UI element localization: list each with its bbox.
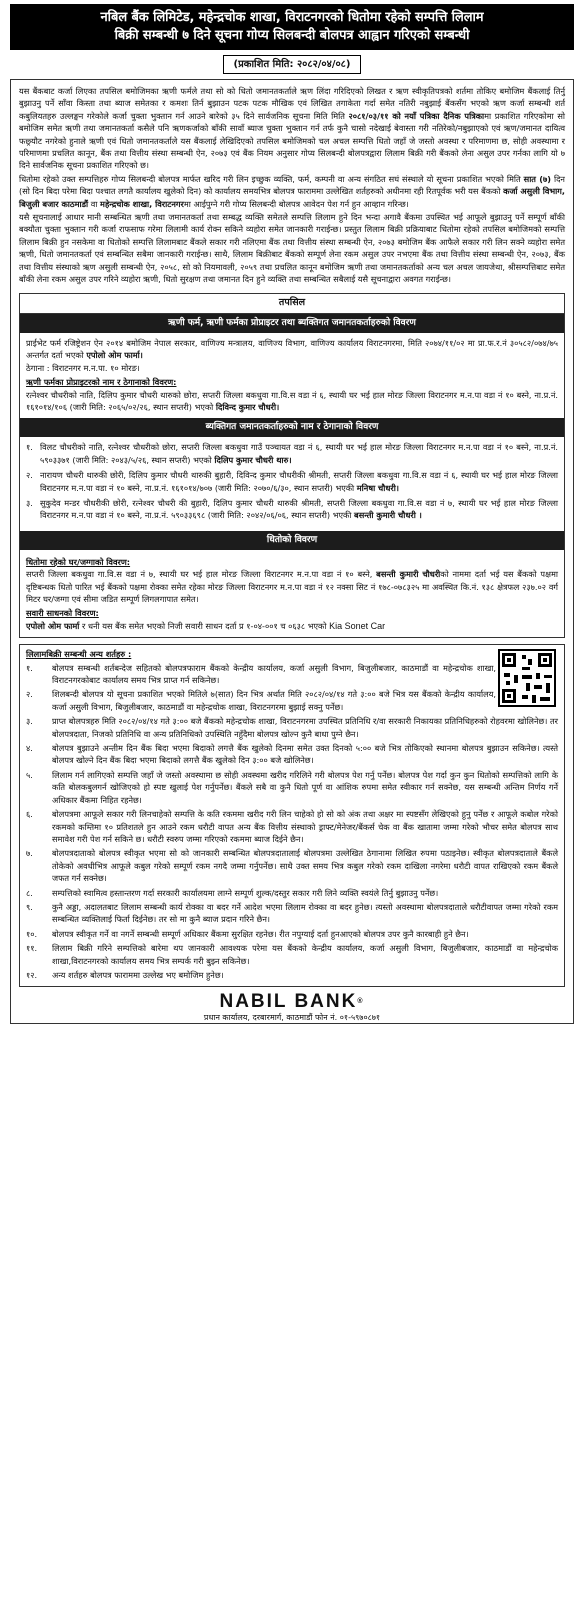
guarantor-item — [20, 441, 564, 466]
branch-name: महेन्द्रचोक शाखा, विराटनगर — [100, 198, 184, 209]
condition-text: प्राप्त बोलपत्रहरु मिति २०८२/०४/१४ गते ३:०० बजे बैंकको महेन्द्रचोक शाखा, विराटनगरमा उपस्थित प्रतिनिधि र/वा सरकारी निकायका प्रतिनिधिहरुको रोहवरमा खोलिनेछ। तर बोलपत्रदाता, निजको प्रतिनिधि वा अन्य प्रतिनिधिको उपस्थिति नहुँदैमा बोलपत्र खोल्न कुनै बाधा पुग्ने छैन। — [52, 716, 558, 739]
condition-text: बोलपत्र स्वीकृत गर्ने वा नगर्ने सम्बन्धी सम्पूर्ण अधिकार बैंकमा सुरक्षित रहनेछ। रीत नपुग्याई दर्ता हुनआएको बोलपत्र उपर कुनै कारबाही हुने छैन। — [52, 928, 469, 939]
days-count: सात (७) — [523, 173, 551, 184]
condition-number: ५. — [26, 769, 33, 780]
guarantor-text — [40, 441, 558, 466]
condition-number: ७. — [26, 848, 33, 859]
guarantor-name: बसन्ती कुमारी चौधरी । — [354, 510, 422, 521]
intro-paragraph-1 — [19, 85, 565, 172]
condition-text: अन्य शर्तहरु बोलपत्र फाराममा उल्लेख भए बमोजिम हुनेछ। — [52, 969, 224, 980]
proprietor-title: ऋणी फर्मका प्रोप्राइटरको नाम र ठेगानाको विवरण: — [26, 377, 177, 388]
vehicle-model: Kia Sonet Car — [329, 620, 386, 631]
borrower-firm-block — [20, 333, 564, 418]
header-line-1: नबिल बैंक लिमिटेड, महेन्द्रचोक शाखा, विराटनगरको धितोमा रहेको सम्पत्ति लिलाम — [100, 10, 484, 25]
intro-p2-text-3: वा — [88, 198, 101, 209]
guarantor-item — [20, 497, 564, 522]
guarantor-desc: सुकुदेव मन्डर चौधरीकी छोरी, रत्नेश्वर चौधरी की बुहारी, दिलिप कुमार चौधरी थारुकी श्रीमती, सप्तरी जिल्ला बकधुवा गा.वि.स वडा नं ७, स्थायी घर भई हाल मोरङ जिल्ला विराटनगर म.न.पा वडा नं १० बस्ने, ना.प्र.नं. ५९०३३६९८ (जारी मिति: २०४२/०६/०६, स्थान सप्तरी) भएकी — [40, 497, 558, 521]
vehicle-text: र धनी यस बैंक समेत भएको निजी सवारी साधन दर्ता प्र १-०४-००१ च ०६३८ भएको — [79, 620, 330, 631]
guarantor-list — [20, 437, 564, 530]
head-office-address: प्रधान कार्यालय, दरबारमार्ग, काठमाडौं फोन नं. ०१-५९७०८७१ — [203, 1013, 381, 1023]
collateral-bar: धितोको विवरण — [20, 531, 564, 550]
condition-item — [26, 942, 558, 967]
land-title: धितोमा रहेको घर/जग्गाको विवरण: — [26, 556, 131, 567]
intro-text — [11, 80, 573, 293]
header-line-2: बिक्री सम्बन्धी ७ दिने सूचना गोप्य सिलबन्दी बोलपत्र आह्वान गरिएको सम्बन्धी — [114, 28, 470, 43]
guarantor-text — [40, 497, 558, 522]
condition-number: ३. — [26, 716, 33, 727]
qr-code-image — [498, 649, 556, 707]
land-text: सप्तरी जिल्ला बकधुवा गा.वि.स वडा नं ७, स्थायी घर भई हाल मोरङ जिल्ला विराटनगर म.न.पा वडा नं १० बस्ने, — [26, 569, 377, 580]
guarantor-number: २. — [26, 470, 33, 481]
firm-reg-text: प्राईभेट फर्म रजिष्ट्रेशन ऐन २०१४ बमोजिम नेपाल सरकार, वाणिज्य मन्त्रालय, वाणिज्य विभाग, वाणिज्य कार्यालय विराटनगरमा, मिति २०७४/११/०२ मा प्रा.फ.र.नं ३०५८२/०७४/७५ अन्तर्गत दर्ता भएको — [26, 337, 558, 361]
land-owner: बसन्ती कुमारी चौधरी — [376, 569, 441, 580]
condition-number: ९. — [26, 901, 33, 912]
condition-text: सम्पत्तिको स्वामित्व हस्तान्तरण गर्दा सरकारी कार्यालयमा लाग्ने सम्पूर्ण शुल्क/दस्तुर सकार गरी लिने व्यक्ति स्वयंले तिर्नु बुझाउनु पर्नेछ। — [52, 887, 439, 898]
condition-item — [26, 688, 558, 713]
footer — [11, 991, 573, 1023]
collateral-block — [20, 550, 564, 637]
guarantor-number: ३. — [26, 497, 33, 508]
guarantor-text — [40, 469, 558, 494]
condition-item — [26, 715, 558, 740]
condition-number: १२. — [26, 969, 38, 980]
condition-item — [26, 887, 558, 899]
notice-frame — [10, 79, 574, 1024]
proprietor-details — [26, 389, 558, 414]
condition-item — [26, 742, 558, 767]
details-box — [19, 293, 565, 639]
vehicle-owner: एपोलो ओम फार्मा — [26, 620, 80, 631]
firm-name: एपोलो ओम फार्मा। — [86, 350, 143, 361]
details-title: तपसिल — [20, 294, 564, 314]
condition-text: लिलाम गर्न लागिएको सम्पत्ति जहाँ जे जस्तो अवस्थामा छ सोही अवस्थमा खरीद गरिलिने गरी बोलपत्र पेश गर्नु पर्नेछ। बोलपत्र पेश गर्दा कुन कुन धितोको सम्पत्तिको लागि के कति बोलकबुलगर्न खोजिएको हो स्पष्ट खुलाई पेश गर्नुपर्नेछ। बैंकले सबै वा कुनै धितो पूर्ण वा आंशिक रुपमा समेत स्वीकार गर्न सक्नेछ, यस सम्बन्धी अन्तिम निर्णय गर्ने अधिकार बैंकमा निहित रहनेछ। — [52, 769, 558, 805]
conditions-title: लिलामबिक्री सम्बन्धी अन्य शर्तहरु : — [26, 649, 132, 660]
condition-number: १. — [26, 662, 33, 673]
intro-p1-text: यस बैंकबाट कर्जा लिएका तपसिल बमोजिमका ऋणी फर्मले तथा सो को धितो जमानतकर्ताले ऋण लिंदा गरिदिएको लिखत र ऋण स्वीकृतिपत्रको शर्तमा तोकिए बमोजिम बैंकलाई तिर्नु बुझाउनु पर्ने साँवा किस्ता तथा ब्याज समेतका र कमशः तिर्न बुझाउन पटक पटक मौखिक एवं लिखित तगाकेता गर्दा समेत नतिरी नबुझाई बैंकसँग भएको ऋण कर्जा सम्बन्धी शर्त कबुलियतहरु उल्लङ्घन गरेकोले कर्जा चुक्ता भुक्तान गर्न आउने बारेको ३५ दिने सार्वजनिक सूचना मिति मिति — [19, 86, 565, 121]
guarantor-desc: नारायण चौधरी थारुकी छोरी, दिलिप कुमार चौधरी थारुकी बुहारी, दिविन्द कुमार चौधरीकी श्रीमती, सप्तरी जिल्ला बकधुवा गा.वि.स वडा नं ६, स्थायी घर भई हाल मोरङ जिल्ला विराटनगर म.न.पा वडा नं १० बस्ने, ना.प्र.नं. १६१०१४/७०७ (जारी मिति: २०७०/६/३०, स्थान सप्तरी) भएकी — [40, 470, 558, 493]
condition-item — [26, 808, 558, 845]
guarantor-bar: ब्यक्तिगत जमानतकर्ताहरुको नाम र ठेगानाको विवरण — [20, 418, 564, 437]
intro-paragraph-3: यसै सूचनालाई आधार मानी सम्बन्धित ऋणी तथा जमानतकर्ता तथा सम्बद्ध व्यक्ति समेतले सम्पत्ति लिलाम हुने दिन भन्दा अगावै बैंकमा उपस्थित भई आफूले बुझाउनु पर्ने सम्पूर्ण बाँकी बक्यौता चुक्ता भुक्तान गरी कर्जा राफसाफ गरेमा लिलामी कार्य रोक्न सकिने व्यहोरा समेत जानकारी गराईन्छ। प्रस्तुत लिलाम बिक्री प्रक्रियाबाट धितोमा रहेको तपसिल बमोजिमको सम्पत्ति लिलाम बिक्री हुन नसकेमा वा धितोको सम्पत्ति लिलामबाट बैंकले सकार गरी नलिएमा बैंक तथा वित्तीय संस्था सम्बन्धी ऐन, २०७३ बमोजिम बैंक आफैले सकार गरी लिन सक्ने व्यहोरा समेत ऋणी, धितो जमानतकर्ता एवं सम्बन्धित सबैमा जानकारी गराईन्छ। साथै, लिलाम बिक्रीबाट बैंकको सम्पूर्ण लेना रकम असुल उपर नभएमा बैंक तथा वित्तीय संस्था सम्बन्धी ऐन, २०७३, बैंक तथा वित्तीय संस्थाको ऋण असुली सम्बन्धी ऐन, २०५८, सो को नियमावली, २०५९ तथा प्रचलित कानून बमोजिम ऋणी तथा जमानतकर्ताको अन्य चल अचल जायजेथा, श्रीसम्पत्तिबाट समेत बाँकी लेना रकम असुल उपर गरिने व्यहोरा ऋणी, धितो सुरक्षण तथा जमानत दिन हुने व्यक्ति तथा सम्बन्धित सबैलाई यसै सूचनाद्वारा अवगत गराईन्छ। — [19, 212, 565, 285]
condition-item — [26, 847, 558, 884]
intro-paragraph-2 — [19, 173, 565, 210]
registered-mark: ® — [357, 998, 365, 1006]
condition-item — [26, 769, 558, 806]
condition-number: २. — [26, 689, 33, 700]
guarantor-name: मनिषा चौधरी। — [356, 482, 399, 493]
guarantor-desc: विलट चौधरीको नाति, रत्नेश्वर चौधरीको छोरा, सप्तरी जिल्ला बकधुवा गाउँ पञ्चायत वडा नं ६, स्थायी घर भई हाल मोरङ जिल्ला विराटनगर म.न.पा वडा नं १० बस्ने, ना.प्र.नं. ५९०३३७१ (जारी मिति: २०४३/५/२६, स्थान सप्तरी) भएको — [40, 442, 558, 465]
condition-text: शिलबन्दी बोलपत्र यो सूचना प्रकाशित भएको मितिले ७(सात) दिन भित्र अर्थात मिति २०८२/०४/१४ गते ३:०० बजे भित्र यस बैंकको केन्द्रीय कार्यालय, कर्जा असुली विभाग, बिजुलीबजार, काठमाडौं वा महेन्द्रचोक शाखा, विराटनगरमा बुझाई सक्नु पर्नेछ। — [52, 689, 496, 712]
bank-logo — [11, 991, 573, 1013]
vehicle-details — [26, 620, 558, 632]
condition-text: बोलपत्र सम्बन्धी शर्तबन्देज सहितको बोलपत्रफाराम बैंकको केन्द्रीय कार्यालय, कर्जा असुली विभाग, बिजुलीबजार, काठमाडौं वा महेन्द्रचोक शाखा, विराटनगरकोबाट कार्यालय समय भित्र प्राप्त गर्न सकिनेछ। — [52, 662, 496, 686]
condition-item — [26, 969, 558, 981]
proprietor-name: दिविन्द कुमार चौधरी। — [215, 401, 280, 412]
proprietor-text: रत्नेश्वर चौधरीको नाति, दिलिप कुमार चौधरी थारुको छोरा, सप्तरी जिल्ला बकधुवा गा.वि.स वडा नं ६, स्थायी घर भई हाल मोरङ जिल्ला विराटनगर म.न.पा वडा नं १० बस्ने, ना.प्र.नं. १६१०१४/१०६ (जारी मिति: २०६५/०२/२६, स्थान सप्तरी) भएको — [26, 389, 558, 412]
condition-item — [26, 901, 558, 926]
conditions-box — [19, 644, 565, 987]
condition-text: बोलपत्र बुझाउने अन्तीम दिन बैंक बिदा भएमा बिदाको लगत्तै बैंक खुलेको दिनमा समेत उक्त दिनको ५:०० बजे भित्र तोकिएको स्थानमा बोलपत्र बुझाउन सकिनेछ। त्यस्ते बोलपत्र खोल्ने दिन बैंक बिदा भएमा बिदाको लगत्तै बैंक खुलेको दिन ३:०० बजे खोलिनेछ। — [52, 743, 558, 766]
condition-item — [26, 662, 558, 687]
guarantor-number: १. — [26, 442, 33, 453]
condition-item — [26, 928, 558, 940]
land-text-2: को नाममा दर्ता भई यस बैंकको पक्षमा दृष्टिबन्धक धितो पारित भई बैंकको पक्षमा रोक्का समेत रहेका मोरङ जिल्ला विराटनगर म.न.पा वडा नं १२ नक्सा सिट नं १७८-०७८३२५ मा अवस्थित कि.नं. १३८ क्षेत्रफल २३७.०२ वर्ग मिटर घर/जग्गा एवं सीमा जडित सम्पूर्ण लिगलगापात समेत। — [26, 569, 558, 604]
guarantor-name: दिलिप कुमार चौधरी थारु। — [214, 454, 292, 465]
bank-logo-text: NABIL BANK — [219, 991, 358, 1013]
newspaper-ref: २०८१/०३/११ को नयाँ पत्रिका दैनिक पत्रिका — [348, 110, 485, 121]
firm-address: ठेगाना : विराटनगर म.न.पा. १० मोरङ। — [26, 362, 140, 373]
intro-p1-text-2: मा प्रकाशित गरिएकोमा सो बमोजिम समेत ऋणी तथा जमानतकर्ता कसैले पनि ऋणकर्जाको बाँकी सावाँ ब्याज चुक्ता भुक्तान गर्न तर्फ कुनै चासो नदेखाई बेवास्ता गरी नतिरेको/नबुझाएको एवं ऋण/जमानत दायित्व फछ्र्यौट नगरेको हुनाले ऋणी एवं धितो जमानतकर्ताले यस बैंकलाई लेखिदिएको तपसिल बमोजिमको चल अचल सम्पत्ति धितो जहाँ जे जस्तो अवस्था र परिमाणमा छ, सोही अवस्थामा र परिमाणमा प्रचलित कानून, बैंक तथा वित्तीय संस्था सम्बन्धी ऐन, २०७३ एवं बैंक नियम अनुसार गोप्य सिलबन्दी बोलपत्रद्वारा लिलाम बिक्री गरी बैंकको लेना असुल उपर गर्नका लागि यो ७ दिने सार्वजनिक सूचना प्रकाशित गरिएको छ। — [19, 110, 565, 171]
land-details — [26, 568, 558, 605]
published-date: (प्रकाशित मिति: २०८२/०४/०८) — [223, 55, 362, 74]
condition-number: ४. — [26, 743, 33, 754]
guarantor-item — [20, 469, 564, 494]
intro-p2-text: धितोमा रहेको उक्त सम्पत्तिहरु गोप्य सिलबन्दी बोलपत्र मार्फत खरिद गरी लिन इच्छुक व्यक्ति, फर्म, कम्पनी वा अन्य संगठित सघं संस्थाले यो सूचना प्रकाशित भएको मिति — [19, 173, 524, 184]
condition-number: ११. — [26, 943, 38, 954]
firm-registration — [26, 337, 558, 362]
condition-number: ६. — [26, 809, 33, 820]
borrower-bar: ऋणी फर्म, ऋणी फर्मका प्रोप्राइटर तथा ब्यक्तिगत जमानतकर्ताहरुको विवरण — [20, 314, 564, 333]
condition-number: १०. — [26, 928, 38, 939]
condition-text: लिलाम बिक्री गरिने सम्पत्तिको बारेमा थप जानकारी आवश्यक परेमा यस बैंकको केन्द्रीय कार्यालय, कर्जा असुली विभाग, बिजुलीबजार, काठमाडौं वा महेन्द्रचोक शाखा,विराटनगरको कार्यालय समय भित्र सम्पर्क गरी बुझ्न सकिनेछ। — [52, 943, 558, 966]
condition-number: ८. — [26, 887, 33, 898]
intro-p2-text-4: मा आईपुग्ने गरी गोप्य सिलबन्दी बोलपत्र आवेदन पेश गर्न हुन आव्हान गरिन्छ। — [183, 198, 409, 209]
notice-header — [10, 4, 574, 50]
vehicle-title: सवारी साधनको विवरण: — [26, 608, 99, 619]
condition-text: बोलपत्रदाताको बोलपत्र स्वीकृत भएमा सो को जानकारी सम्बन्धित बोलपत्रदातालाई बोलपत्रमा उल्लेखित ठेगानामा लिखित रुपमा पठाइनेछ। स्वीकृत बोलपत्रदाताले बैंकले तोकेको अवधीभित्र आफूले कबुल गरेको सम्पूर्ण रकम नगदै जम्मा गर्नुपर्नेछ। साथै उक्त समय भित्र कबुल गरेको रकम दाखिला नगरेमा धरौटी वापत राखिएको रकम बैंकले जफत गर्न सक्नेछ। — [52, 848, 559, 884]
recovery-dept: कर्जा असुली विभाग, बिजुली बजार काठमाडौं — [19, 186, 565, 209]
condition-text: कुनै अड्डा, अदालतबाट लिलाम सम्बन्धी कार्य रोक्का वा बदर गर्ने आदेश भएमा लिलाम रोक्का वा बदर हुनेछ। त्यस्तो अवस्थामा बोलपत्रदाताले धरौटीवापत जम्मा गरेको रकम सम्बन्धित व्यक्तिलाई फिर्ता दिईनेछ। तर सो मा कुनै ब्याज प्रदान गरिने छैन। — [52, 901, 558, 925]
intro-p2-text-2: दिन (सो दिन बिदा परेमा बिदा पश्चात लगतै कार्यालय खुलेको दिन) को कार्यालय समयभित्र बोलपत्र फाराममा उल्लेखित शर्तहरुको अधीनमा रही रितपूर्वक भरी यस बैंकको — [19, 173, 565, 197]
condition-text: बोलपत्रमा आफूले सकार गरी लिनचाहेको सम्पत्ति के कति रकममा खरीद गरी लिन चाहेको हो सो को अंक तथा अक्षर मा स्पष्टसँग लेखिएको हुनु पर्नेछ र आफूले कबोल गरेको रकमको कम्तिमा १० प्रतिशतले हुन आउने रकम धरौटी वापत अन्य बैंक वित्तीय संस्थाको ड्राफ्ट/मेनेजर/बैंकर्स चेक वा बैंक खातामा जम्मा गरेको भौचर समेत बोलपत्र साथ समावेश गरी पेश गर्न सकिने छ। धरौटी स्वरुप जम्मा गरिएको रकममा ब्याज दिईने छैन। — [52, 809, 558, 844]
